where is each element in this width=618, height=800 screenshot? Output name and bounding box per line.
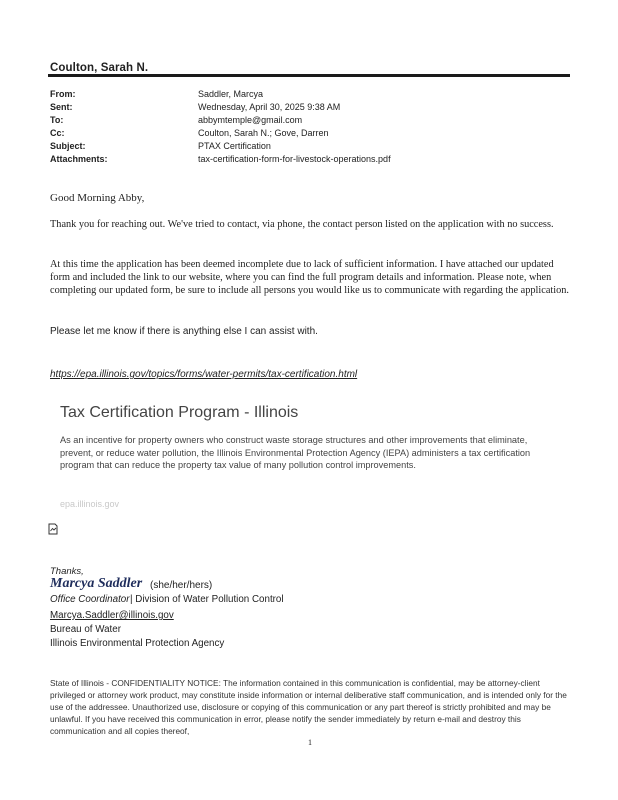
- sender-email-link[interactable]: Marcya.Saddler@illinois.gov: [50, 610, 174, 621]
- cc-value: Coulton, Sarah N.; Gove, Darren: [198, 128, 329, 138]
- sender-bureau: Bureau of Water: [50, 624, 121, 635]
- header-divider: [48, 74, 570, 77]
- sign-off: Thanks,: [50, 566, 84, 577]
- subject-value: PTAX Certification: [198, 141, 271, 151]
- program-link[interactable]: https://epa.illinois.gov/topics/forms/water-permits/tax-certification.html: [50, 369, 358, 380]
- card-title[interactable]: Tax Certification Program - Illinois: [60, 404, 299, 421]
- body-paragraph-2: At this time the application has been deemed incomplete due to lack of sufficient information. I have attached our updated form and included the link to our website, where you can find the full program details and information. Please note, when completing our updated form, be sure to include all persons you would like us to communicate with regarding the application.: [50, 259, 570, 296]
- sender-pronouns: (she/her/hers): [150, 580, 213, 591]
- subject-label: Subject:: [50, 141, 86, 151]
- attachments-label: Attachments:: [50, 154, 108, 164]
- assist-line: Please let me know if there is anything else I can assist with.: [50, 326, 318, 337]
- sender-title: Office Coordinator: [50, 594, 130, 605]
- broken-image-icon: [48, 523, 58, 535]
- sent-value: Wednesday, April 30, 2025 9:38 AM: [198, 102, 341, 112]
- sender-agency: Illinois Environmental Protection Agency: [50, 638, 225, 649]
- to-value: abbymtemple@gmail.com: [198, 115, 303, 125]
- mailbox-owner: Coulton, Sarah N.: [50, 62, 149, 74]
- sender-name: Marcya Saddler: [50, 576, 143, 591]
- from-value: Saddler, Marcya: [198, 89, 264, 99]
- page-number: 1: [308, 738, 312, 747]
- greeting: Good Morning Abby,: [50, 192, 145, 204]
- attachment-file[interactable]: tax-certification-form-for-livestock-operations.pdf: [198, 154, 391, 164]
- card-domain: epa.illinois.gov: [60, 499, 120, 509]
- cc-label: Cc:: [50, 128, 65, 138]
- body-paragraph-1: Thank you for reaching out. We've tried to contact, via phone, the contact person listed on the application with no success.: [50, 219, 554, 230]
- confidentiality-notice: State of Illinois - CONFIDENTIALITY NOTICE: The information contained in this communication is confidential, may be attorney-client privileged or attorney work product, may constitute inside information or internal deliberative staff communication, and is intended only for the use of the addressee. Unauthorized use, disclosure or copying of this communication or any part thereof is strictly prohibited and may be unlawful. If you have received this communication in error, please notify the sender immediately by return e-mail and destroy this communication and all copies thereof,: [50, 678, 567, 736]
- card-description: As an incentive for property owners who construct waste storage structures and other improvements that eliminate, prevent, or reduce water pollution, the Illinois Environmental Protection Agency (IEPA) administers a tax certification program that can reduce the property tax value of many pollution control improvements.: [60, 435, 531, 471]
- sender-division: | Division of Water Pollution Control: [130, 594, 284, 605]
- sent-label: Sent:: [50, 102, 73, 112]
- from-label: From:: [50, 89, 76, 99]
- to-label: To:: [50, 115, 64, 125]
